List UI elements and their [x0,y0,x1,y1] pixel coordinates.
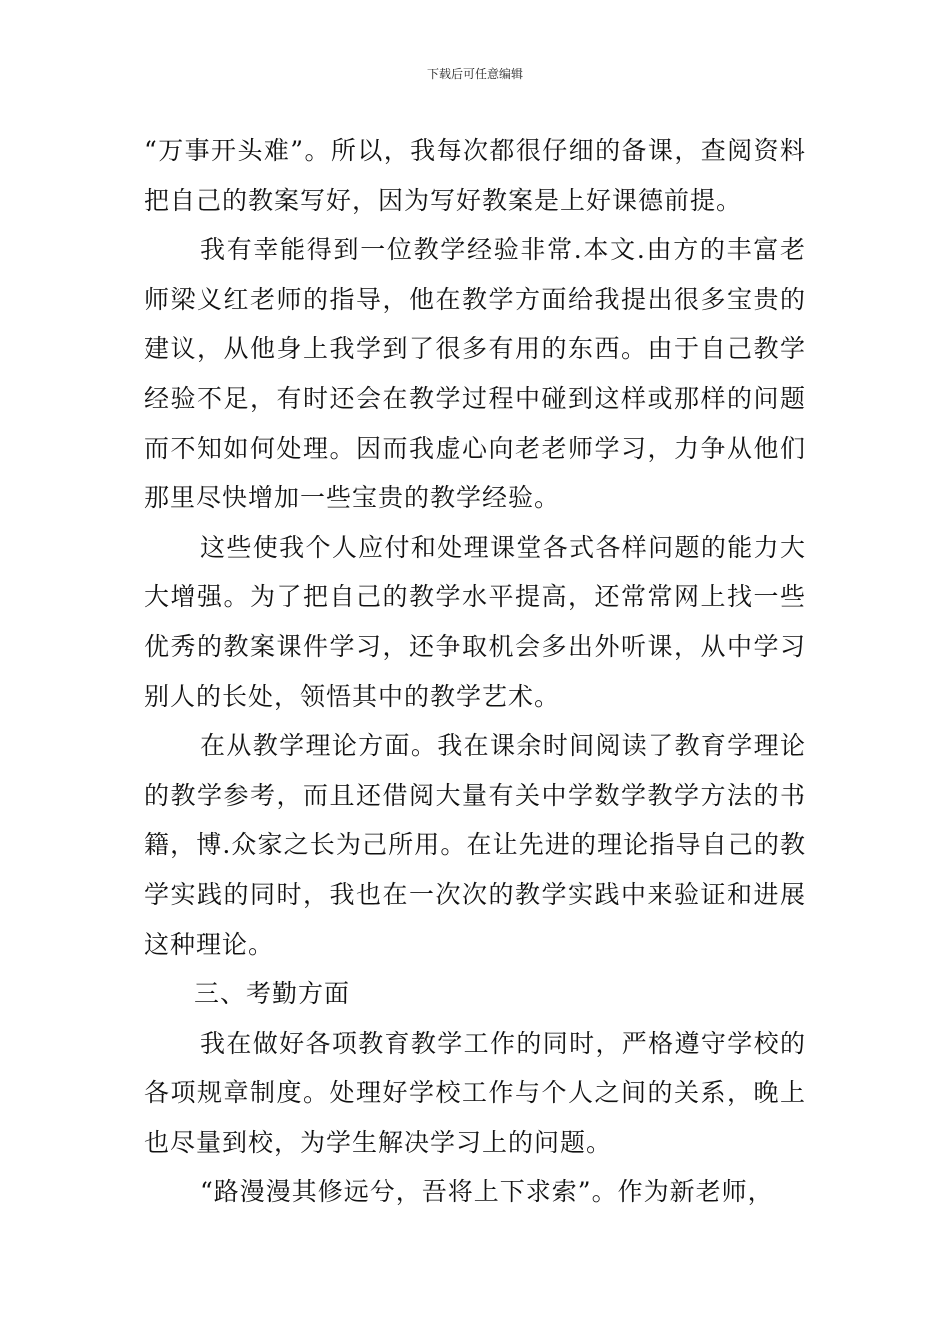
paragraph-6: “路漫漫其修远兮，吾将上下求索”。作为新老师， [200,1177,774,1207]
paragraph-2: 我有幸能得到一位教学经验非常.本文.由方的丰富老师梁义红老师的指导，他在教学方面给我提出很多宝贵的建议，从他身上我学到了很多有用的东西。由于自己教学经验不足，有时还会在教学过程中碰到这样或那样的问题而不知如何处理。因而我虚心向老老师学习，力争从他们那里尽快增加一些宝贵的教学经验。 [144,235,806,513]
paragraph-3: 这些使我个人应付和处理课堂各式各样问题的能力大大增强。为了把自己的教学水平提高，还常常网上找一些优秀的教案课件学习，还争取机会多出外听课，从中学习别人的长处，领悟其中的教学艺术。 [144,532,806,711]
paragraph-4: 在从教学理论方面。我在课余时间阅读了教育学理论的教学参考，而且还借阅大量有关中学数学教学方法的书籍，博.众家之长为己所用。在让先进的理论指导自己的教学实践的同时，我也在一次次的教学实践中来验证和进展这种理论。 [144,731,806,959]
paragraph-5: 我在做好各项教育教学工作的同时，严格遵守学校的各项规章制度。处理好学校工作与个人之间的关系，晚上也尽量到校，为学生解决学习上的问题。 [144,1028,806,1157]
paragraph-1: “万事开头难”。所以，我每次都很仔细的备课，查阅资料把自己的教案写好，因为写好教案是上好课德前提。 [144,136,806,215]
document-body [144,126,806,1217]
section-heading: 三、考勤方面 [194,979,351,1009]
page-header: 下载后可任意编辑 [426,67,523,81]
